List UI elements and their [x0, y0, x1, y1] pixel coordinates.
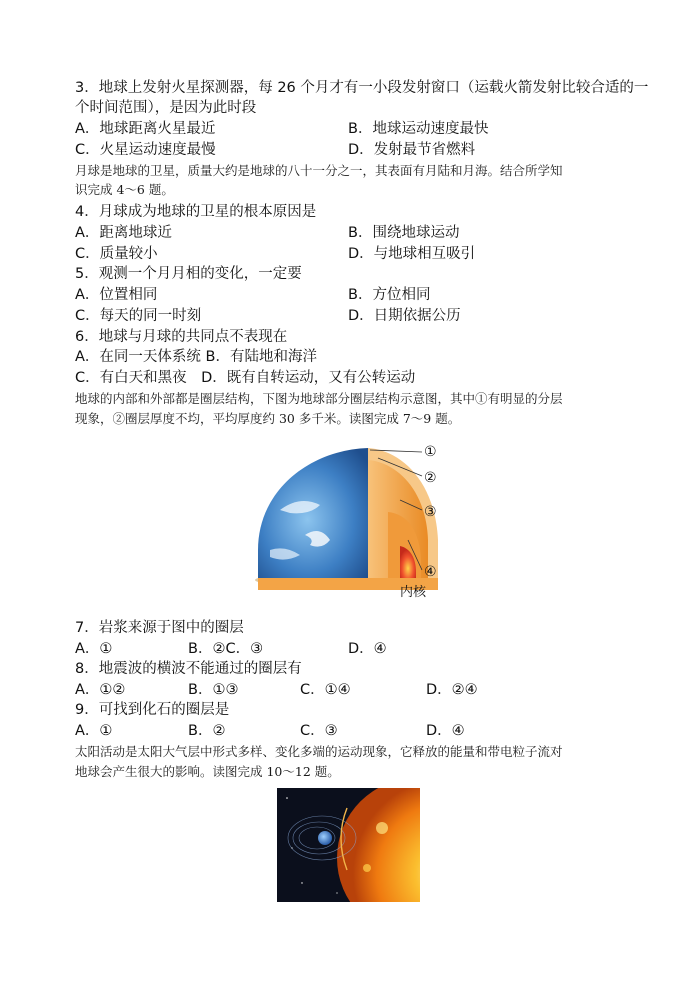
q9-option-c: C．③ — [300, 723, 338, 739]
q7-option-a: A．① — [75, 641, 113, 657]
q4-option-a: A．距离地球近 — [75, 225, 172, 241]
q9-option-d: D．④ — [426, 723, 465, 739]
q3-option-b: B．地球运动速度最快 — [348, 121, 489, 137]
star — [286, 797, 288, 799]
star — [301, 882, 302, 883]
earth-structure-diagram — [250, 440, 450, 602]
solar-activity-illustration — [277, 788, 420, 902]
layer-label-4: ④ — [424, 564, 437, 580]
q5-option-c: C．每天的同一时刻 — [75, 308, 202, 324]
layer-label-3: ③ — [424, 504, 437, 520]
earth-intro-line2: 现象，②圈层厚度不均，平均厚度约 30 多千米。读图完成 7～9 题。 — [75, 411, 461, 426]
q3-option-a: A．地球距离火星最近 — [75, 121, 216, 137]
q9-stem: 9．可找到化石的圈层是 — [75, 702, 230, 718]
q6-options-ab: A．在同一天体系统 B．有陆地和海洋 — [75, 349, 317, 365]
sun-intro-line2: 地球会产生很大的影响。读图完成 10～12 题。 — [75, 764, 340, 779]
sun-flare-2 — [363, 864, 371, 872]
q4-option-d: D．与地球相互吸引 — [348, 246, 476, 262]
earth-structure-figure — [250, 440, 450, 602]
q3-option-c: C．火星运动速度最慢 — [75, 142, 216, 158]
q7-option-bc: B．②C．③ — [188, 641, 264, 657]
star — [336, 892, 337, 893]
q8-option-c: C．①④ — [300, 682, 351, 698]
q4-stem: 4．月球成为地球的卫星的根本原因是 — [75, 204, 317, 220]
earth-intro-line1: 地球的内部和外部都是圈层结构，下图为地球部分圈层结构示意图，其中①有明显的分层 — [75, 391, 563, 406]
sun-intro-line1: 太阳活动是太阳大气层中形式多样、变化多端的运动现象，它释放的能量和带电粒子流对 — [75, 744, 563, 759]
q3-stem-line2: 个时间范围），是因为此时段 — [75, 100, 257, 116]
q5-option-b: B．方位相同 — [348, 287, 431, 303]
globe-surface — [258, 448, 368, 578]
q7-stem: 7．岩浆来源于图中的圈层 — [75, 620, 244, 636]
q8-stem: 8．地震波的横波不能通过的圈层有 — [75, 661, 302, 677]
star — [291, 847, 292, 848]
q7-option-d: D．④ — [348, 641, 387, 657]
q8-option-a: A．①② — [75, 682, 126, 698]
q4-option-c: C．质量较小 — [75, 246, 158, 262]
q8-option-d: D．②④ — [426, 682, 478, 698]
earth — [318, 831, 332, 845]
solar-activity-image — [277, 788, 420, 902]
q5-option-a: A．位置相同 — [75, 287, 158, 303]
sun-flare-1 — [376, 822, 388, 834]
inner-core-label: 内核 — [400, 585, 427, 600]
q3-stem-line1: 3．地球上发射火星探测器，每 26 个月才有一小段发射窗口（运载火箭发射比较合适的一 — [75, 80, 649, 96]
q4-option-b: B．围绕地球运动 — [348, 225, 460, 241]
moon-intro-line1: 月球是地球的卫星，质量大约是地球的八十一分之一，其表面有月陆和月海。结合所学知 — [75, 163, 563, 178]
q3-option-d: D．发射最节省燃料 — [348, 142, 476, 158]
q6-stem: 6．地球与月球的共同点不表现在 — [75, 329, 288, 345]
moon-intro-line2: 识完成 4～6 题。 — [75, 182, 174, 197]
q6-options-cd: C．有白天和黑夜 D．既有自转运动，又有公转运动 — [75, 370, 416, 386]
q8-option-b: B．①③ — [188, 682, 239, 698]
q9-option-a: A．① — [75, 723, 113, 739]
q5-stem: 5．观测一个月月相的变化，一定要 — [75, 266, 302, 282]
layer-label-2: ② — [424, 470, 437, 486]
sun — [337, 788, 420, 902]
q9-option-b: B．② — [188, 723, 226, 739]
layer-label-1: ① — [424, 444, 437, 460]
q5-option-d: D．日期依据公历 — [348, 308, 461, 324]
